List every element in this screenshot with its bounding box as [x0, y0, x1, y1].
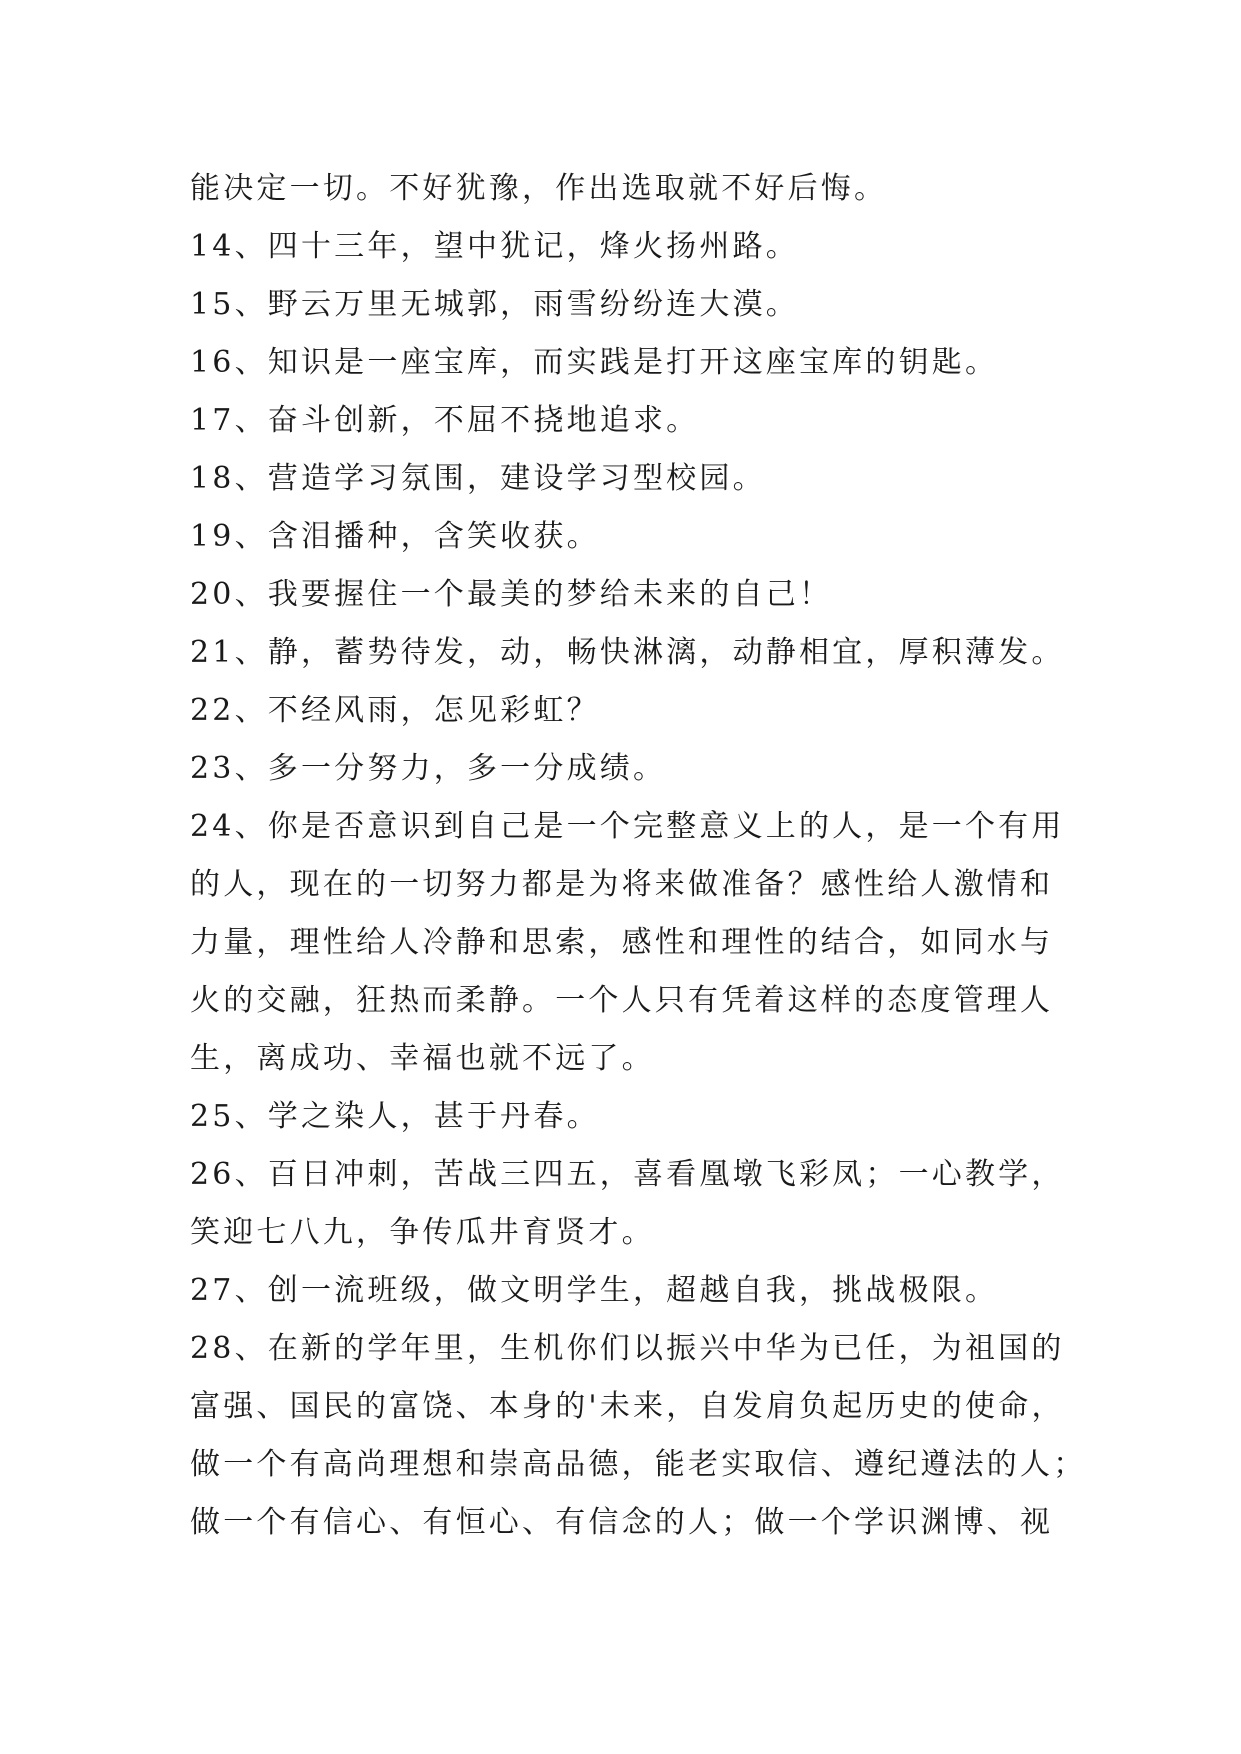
text-line: 能决定一切。不好犹豫，作出选取就不好后悔。 — [190, 171, 888, 206]
text-line: 笑迎七八九，争传瓜井育贤才。 — [190, 1215, 655, 1250]
text-line: 19、含泪播种，含笑收获。 — [190, 519, 600, 554]
text-line: 21、静，蓄势待发，动，畅快淋漓，动静相宜，厚积薄发。 — [190, 635, 1065, 670]
text-line: 做一个有高尚理想和崇高品德，能老实取信、遵纪遵法的人； — [190, 1447, 1087, 1482]
text-line: 22、不经风雨，怎见彩虹？ — [190, 693, 600, 728]
text-line: 15、野云万里无城郭，雨雪纷纷连大漠。 — [190, 287, 799, 322]
text-line: 富强、国民的富饶、本身的'未来，自发肩负起历史的使命， — [190, 1389, 1065, 1424]
document-body — [190, 160, 1090, 1552]
text-line: 25、学之染人，甚于丹春。 — [190, 1099, 600, 1134]
text-line: 的人，现在的一切努力都是为将来做准备？感性给人激情和 — [190, 867, 1054, 902]
text-line: 16、知识是一座宝库，而实践是打开这座宝库的钥匙。 — [190, 345, 999, 380]
text-line: 24、你是否意识到自己是一个完整意义上的人，是一个有用 — [190, 809, 1065, 844]
text-line: 14、四十三年，望中犹记，烽火扬州路。 — [190, 229, 799, 264]
text-line: 18、营造学习氛围，建设学习型校园。 — [190, 461, 766, 496]
text-line: 火的交融，狂热而柔静。一个人只有凭着这样的态度管理人 — [190, 983, 1054, 1018]
text-line: 27、创一流班级，做文明学生，超越自我，挑战极限。 — [190, 1273, 999, 1308]
text-line: 26、百日冲刺，苦战三四五，喜看凰墩飞彩凤；一心教学， — [190, 1157, 1065, 1192]
text-line: 28、在新的学年里，生机你们以振兴中华为已任，为祖国的 — [190, 1331, 1065, 1366]
text-line: 做一个有信心、有恒心、有信念的人；做一个学识渊博、视 — [190, 1505, 1054, 1540]
text-line: 力量，理性给人冷静和思索，感性和理性的结合，如同水与 — [190, 925, 1054, 960]
text-line: 17、奋斗创新，不屈不挠地追求。 — [190, 403, 700, 438]
text-line: 生，离成功、幸福也就不远了。 — [190, 1041, 655, 1076]
text-line: 23、多一分努力，多一分成绩。 — [190, 751, 667, 786]
text-line: 20、我要握住一个最美的梦给未来的自己！ — [190, 577, 833, 612]
